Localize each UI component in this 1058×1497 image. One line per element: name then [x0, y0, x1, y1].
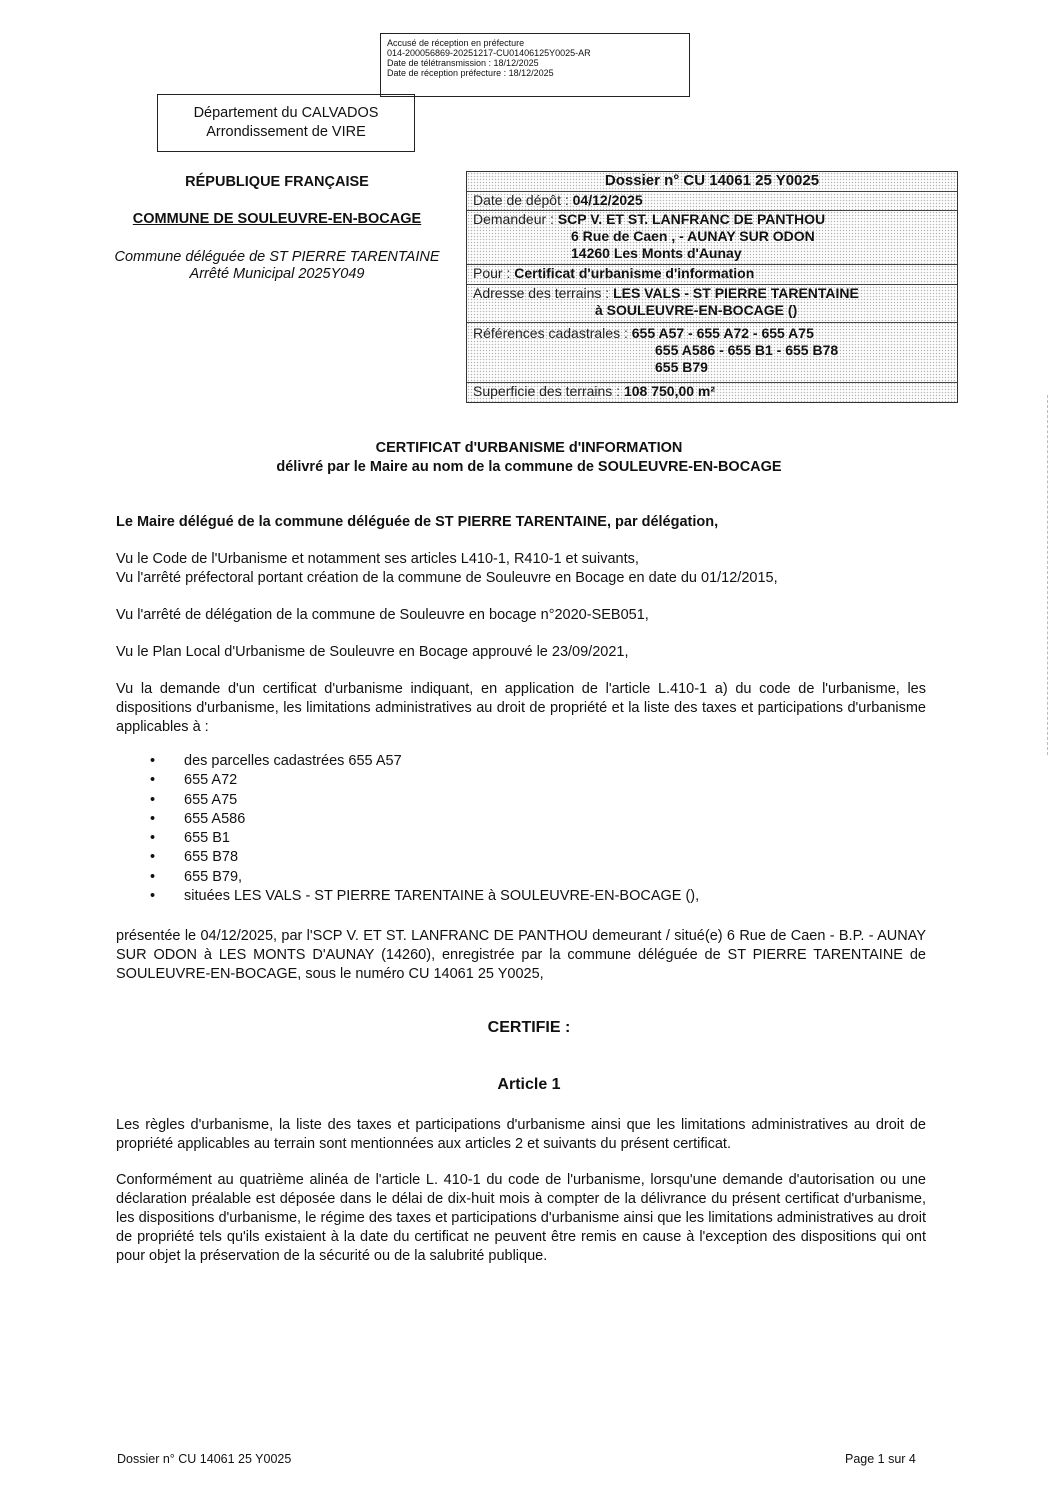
stamp-line: 014-200056869-20251217-CU01406125Y0025-AR: [387, 48, 591, 58]
adresse-row: [467, 285, 957, 323]
demandeur-row: [467, 211, 957, 265]
superficie-row: [467, 383, 957, 401]
demandeur-label: Demandeur :: [473, 211, 558, 227]
dossier-box: [466, 171, 958, 403]
adresse-line1: LES VALS - ST PIERRE TARENTAINE: [613, 285, 859, 301]
footer-dossier-number: Dossier n° CU 14061 25 Y0025: [117, 1452, 292, 1466]
maire-statement: Le Maire délégué de la commune déléguée de ST PIERRE TARENTAINE, par délégation,: [116, 514, 719, 530]
vu-demande: Vu la demande d'un certificat d'urbanisme indiquant, en application de l'article L.410-1 a) du code de l'urbanisme, les dispositions d'urbanisme, les limitations administratives au droit de propriété et la liste des taxes et participations d'urbanisme applicables à :: [116, 681, 926, 735]
parcel-list: [150, 752, 699, 906]
document-subtitle: délivré par le Maire au nom de la commune de SOULEUVRE-EN-BOCAGE: [276, 459, 782, 475]
depot-label: Date de dépôt :: [473, 192, 573, 208]
article-1-heading: Article 1: [497, 1076, 561, 1093]
superficie-value: 108 750,00 m²: [623, 383, 716, 399]
commune-heading: COMMUNE DE SOULEUVRE-EN-BOCAGE: [132, 211, 422, 227]
adresse-label: Adresse des terrains :: [473, 285, 614, 301]
adresse-line2: à SOULEUVRE-EN-BOCAGE (): [595, 302, 798, 318]
stamp-line: Date de réception préfecture : 18/12/2025: [387, 68, 554, 78]
dossier-title: Dossier n° CU 14061 25 Y0025: [467, 172, 957, 192]
pour-label: Pour :: [473, 265, 515, 281]
article-1-paragraph-1: Les règles d'urbanisme, la liste des taxes et participations d'urbanisme ainsi que les limitations administratives au droit de propriété applicables au terrain sont mentionnées aux articles 2 et suivants du présent certificat.: [116, 1117, 926, 1152]
refs-label: Références cadastrales :: [473, 325, 632, 341]
reception-stamp: [380, 33, 690, 97]
arrondissement-line: Arrondissement de VIRE: [206, 124, 366, 140]
vu-arrete-delegation: Vu l'arrêté de délégation de la commune de Souleuvre en bocage n°2020-SEB051,: [116, 607, 649, 623]
list-item: • 655 B79,: [150, 868, 699, 887]
vu-arrete-prefectoral: Vu l'arrêté préfectoral portant création de la commune de Souleuvre en Bocage en date du 01/12/2015,: [116, 570, 778, 586]
list-item: • 655 B1: [150, 829, 699, 848]
certifie-heading: CERTIFIE :: [487, 1019, 571, 1036]
depot-row: [467, 192, 957, 211]
list-item: • 655 A72: [150, 771, 699, 790]
refs-line2: 655 A586 - 655 B1 - 655 B78: [655, 342, 839, 358]
scan-margin-line: [1046, 395, 1048, 755]
list-item: • 655 B78: [150, 848, 699, 867]
vu-plu: Vu le Plan Local d'Urbanisme de Souleuvre en Bocage approuvé le 23/09/2021,: [116, 644, 629, 660]
demandeur-name: SCP V. ET ST. LANFRANC DE PANTHOU: [557, 211, 826, 227]
list-item: • des parcelles cadastrées 655 A57: [150, 752, 699, 771]
demandeur-city: 14260 Les Monts d'Aunay: [571, 245, 742, 261]
article-1-paragraph-2: Conformément au quatrième alinéa de l'article L. 410-1 du code de l'urbanisme, lorsqu'une demande d'autorisation ou une déclaration préalable est déposée dans le délai de dix-huit mois à compter de la délivrance du présent certificat d'urbanisme, les dispositions d'urbanisme, le régime des taxes et participations d'urbanisme ainsi que les limitations administratives au droit de propriété tels qu'ils existaient à la date du certificat ne peuvent être remis en cause à l'exception des dispositions qui ont pour objet la préservation de la sécurité ou de la salubrité publique.: [116, 1172, 926, 1264]
footer-page-number: Page 1 sur 4: [845, 1452, 916, 1466]
refs-line1: 655 A57 - 655 A72 - 655 A75: [631, 325, 814, 341]
vu-code-urbanisme: Vu le Code de l'Urbanisme et notamment ses articles L410-1, R410-1 et suivants,: [116, 551, 639, 567]
document-title: CERTIFICAT d'URBANISME d'INFORMATION: [375, 440, 683, 456]
stamp-line: Accusé de réception en préfecture: [387, 38, 525, 48]
arrete-number: Arrêté Municipal 2025Y049: [189, 266, 365, 282]
stamp-line: Date de télétransmission : 18/12/2025: [387, 58, 539, 68]
demandeur-address: 6 Rue de Caen , - AUNAY SUR ODON: [571, 228, 815, 244]
pour-row: [467, 265, 957, 285]
refs-row: [467, 323, 957, 383]
department-box: [157, 94, 415, 152]
superficie-label: Superficie des terrains :: [473, 383, 624, 399]
pour-value: Certificat d'urbanisme d'information: [514, 265, 755, 281]
republic-heading: RÉPUBLIQUE FRANÇAISE: [185, 174, 369, 190]
list-item: • situées LES VALS - ST PIERRE TARENTAINE à SOULEUVRE-EN-BOCAGE (),: [150, 887, 699, 906]
presentee-paragraph: présentée le 04/12/2025, par l'SCP V. ET ST. LANFRANC DE PANTHOU demeurant / situé(e) 6 Rue de Caen - B.P. - AUNAY SUR ODON à LES MONTS D'AUNAY (14260), enregistrée par la commune déléguée de ST PIERRE TARENTAINE de SOULEUVRE-EN-BOCAGE, sous le numéro CU 14061 25 Y0025,: [116, 928, 926, 982]
depot-value: 04/12/2025: [572, 192, 643, 208]
list-item: • 655 A586: [150, 810, 699, 829]
delegated-commune: Commune déléguée de ST PIERRE TARENTAINE: [114, 249, 440, 265]
list-item: • 655 A75: [150, 791, 699, 810]
department-line: Département du CALVADOS: [193, 105, 379, 121]
refs-line3: 655 B79: [655, 359, 708, 375]
